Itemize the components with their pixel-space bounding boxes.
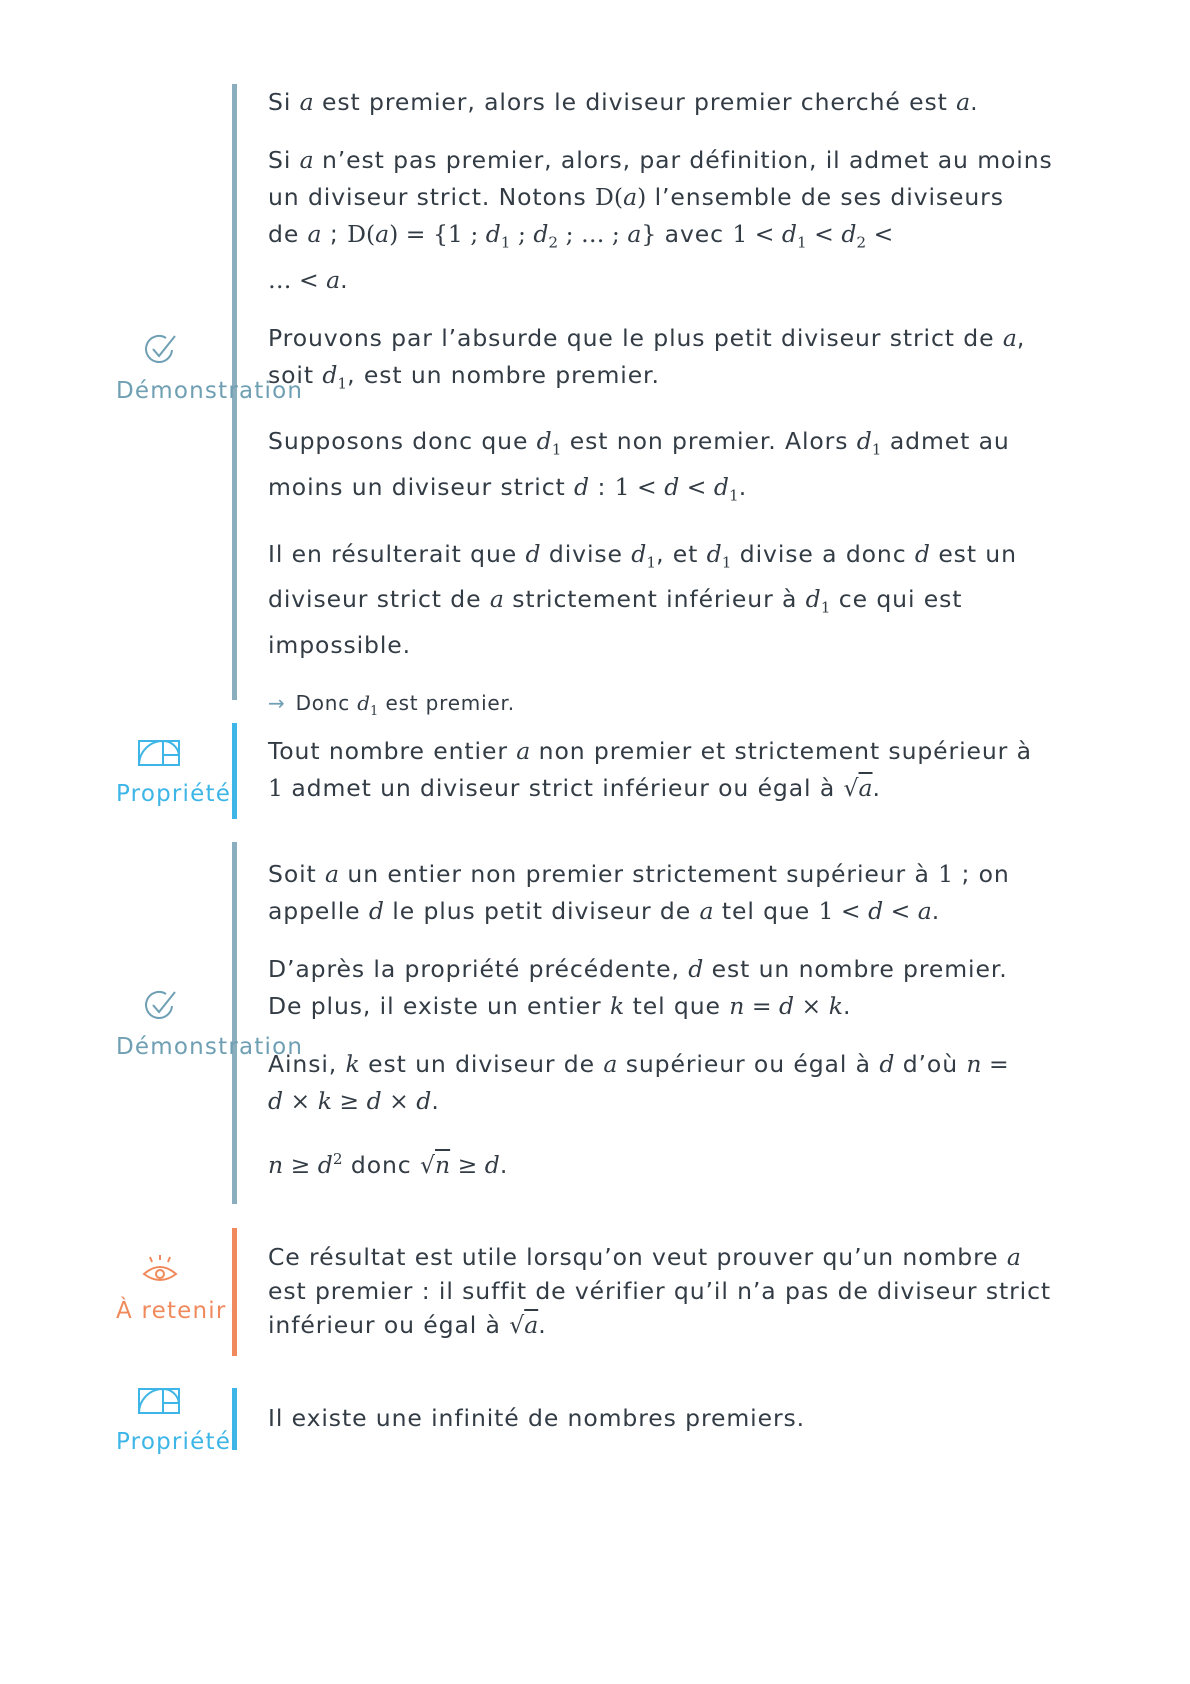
paragraph: Soit a un entier non premier strictement supérieur à 1 ; on <box>268 860 1010 888</box>
paragraph: Supposons donc que $d_1$ est non premier. Alors $d_1$ admet au <box>268 427 1010 460</box>
propriete-block-1 <box>0 723 1190 819</box>
paragraph: Si a n’est pas premier, alors, par définition, il admet au moins <box>268 146 1053 174</box>
propriete-content <box>268 733 1098 807</box>
paragraph: un diviseur strict. Notons D(a) l’ensemble de ses diviseurs <box>268 183 1004 211</box>
check-circle-icon <box>136 988 184 1022</box>
demonstration-block-1 <box>0 84 1190 720</box>
a-retenir-block <box>0 1228 1190 1356</box>
paragraph: D’après la propriété précédente, d est un nombre premier. <box>268 955 1008 983</box>
conclusion: → Donc $d_1$ est premier. <box>268 691 515 720</box>
demonstration-block-2 <box>0 842 1190 1204</box>
paragraph: Ce résultat est utile lorsqu’on veut prouver qu’un nombre a <box>268 1243 1021 1271</box>
propriete-bar <box>232 723 237 819</box>
demonstration-label: Démonstration <box>116 1034 304 1060</box>
arrow-right-icon: → <box>268 691 286 716</box>
paragraph: Si a est premier, alors le diviseur premier cherché est a. <box>268 88 979 116</box>
demonstration-content <box>268 84 1098 730</box>
paragraph: Il existe une infinité de nombres premiers. <box>268 1404 806 1432</box>
paragraph: diviseur strict de a strictement inférieur à $d_1$ ce qui est <box>268 585 963 618</box>
a-retenir-bar <box>232 1228 237 1356</box>
paragraph: moins un diviseur strict d : $1 < d < d_1$. <box>268 473 748 505</box>
paragraph: soit $d_1$, est un nombre premier. <box>268 360 660 393</box>
paragraph: impossible. <box>268 631 412 660</box>
eye-icon <box>136 1252 184 1286</box>
propriete-label: Propriété <box>116 781 232 807</box>
paragraph: … < a. <box>268 265 349 294</box>
paragraph: inférieur ou égal à √a. <box>268 1311 547 1339</box>
propriete-block-2 <box>0 1388 1190 1455</box>
paragraph: Prouvons par l’absurde que le plus petit diviseur strict de a, <box>268 323 1026 352</box>
paragraph: 1 admet un diviseur strict inférieur ou égal à √a. <box>268 774 881 802</box>
demonstration-bar <box>232 842 237 1204</box>
paragraph: d × k ≥ d × d. <box>268 1087 440 1115</box>
paragraph: est premier : il suffit de vérifier qu’il n’a pas de diviseur strict <box>268 1277 1052 1305</box>
paragraph: Ainsi, k est un diviseur de a supérieur ou égal à d d’où n = <box>268 1050 1009 1078</box>
demonstration-label: Démonstration <box>116 378 304 404</box>
paragraph: Tout nombre entier a non premier et strictement supérieur à <box>268 737 1032 765</box>
golden-ratio-icon <box>136 1383 184 1417</box>
propriete-label: Propriété <box>116 1429 232 1455</box>
demonstration-content <box>268 856 1098 1184</box>
paragraph: de a ; D(a) = {1 ; $d_1$ ; $d_2$ ; … ; a} avec $1 < d_1 < d_2$ < <box>268 220 894 252</box>
paragraph: Il en résulterait que d divise $d_1$, et $d_1$ divise a donc d est un <box>268 539 1017 572</box>
paragraph: appelle d le plus petit diviseur de a tel que 1 < d < a. <box>268 897 941 925</box>
check-circle-icon <box>136 332 184 366</box>
paragraph: $n \ge d^2$ donc √n ≥ d. <box>268 1150 509 1179</box>
propriete-content <box>268 1400 1098 1437</box>
golden-ratio-icon <box>136 735 184 769</box>
a-retenir-label: À retenir <box>116 1298 227 1324</box>
paragraph: De plus, il existe un entier k tel que n = d × k. <box>268 992 852 1020</box>
propriete-bar <box>232 1388 237 1450</box>
a-retenir-content <box>268 1240 1098 1342</box>
